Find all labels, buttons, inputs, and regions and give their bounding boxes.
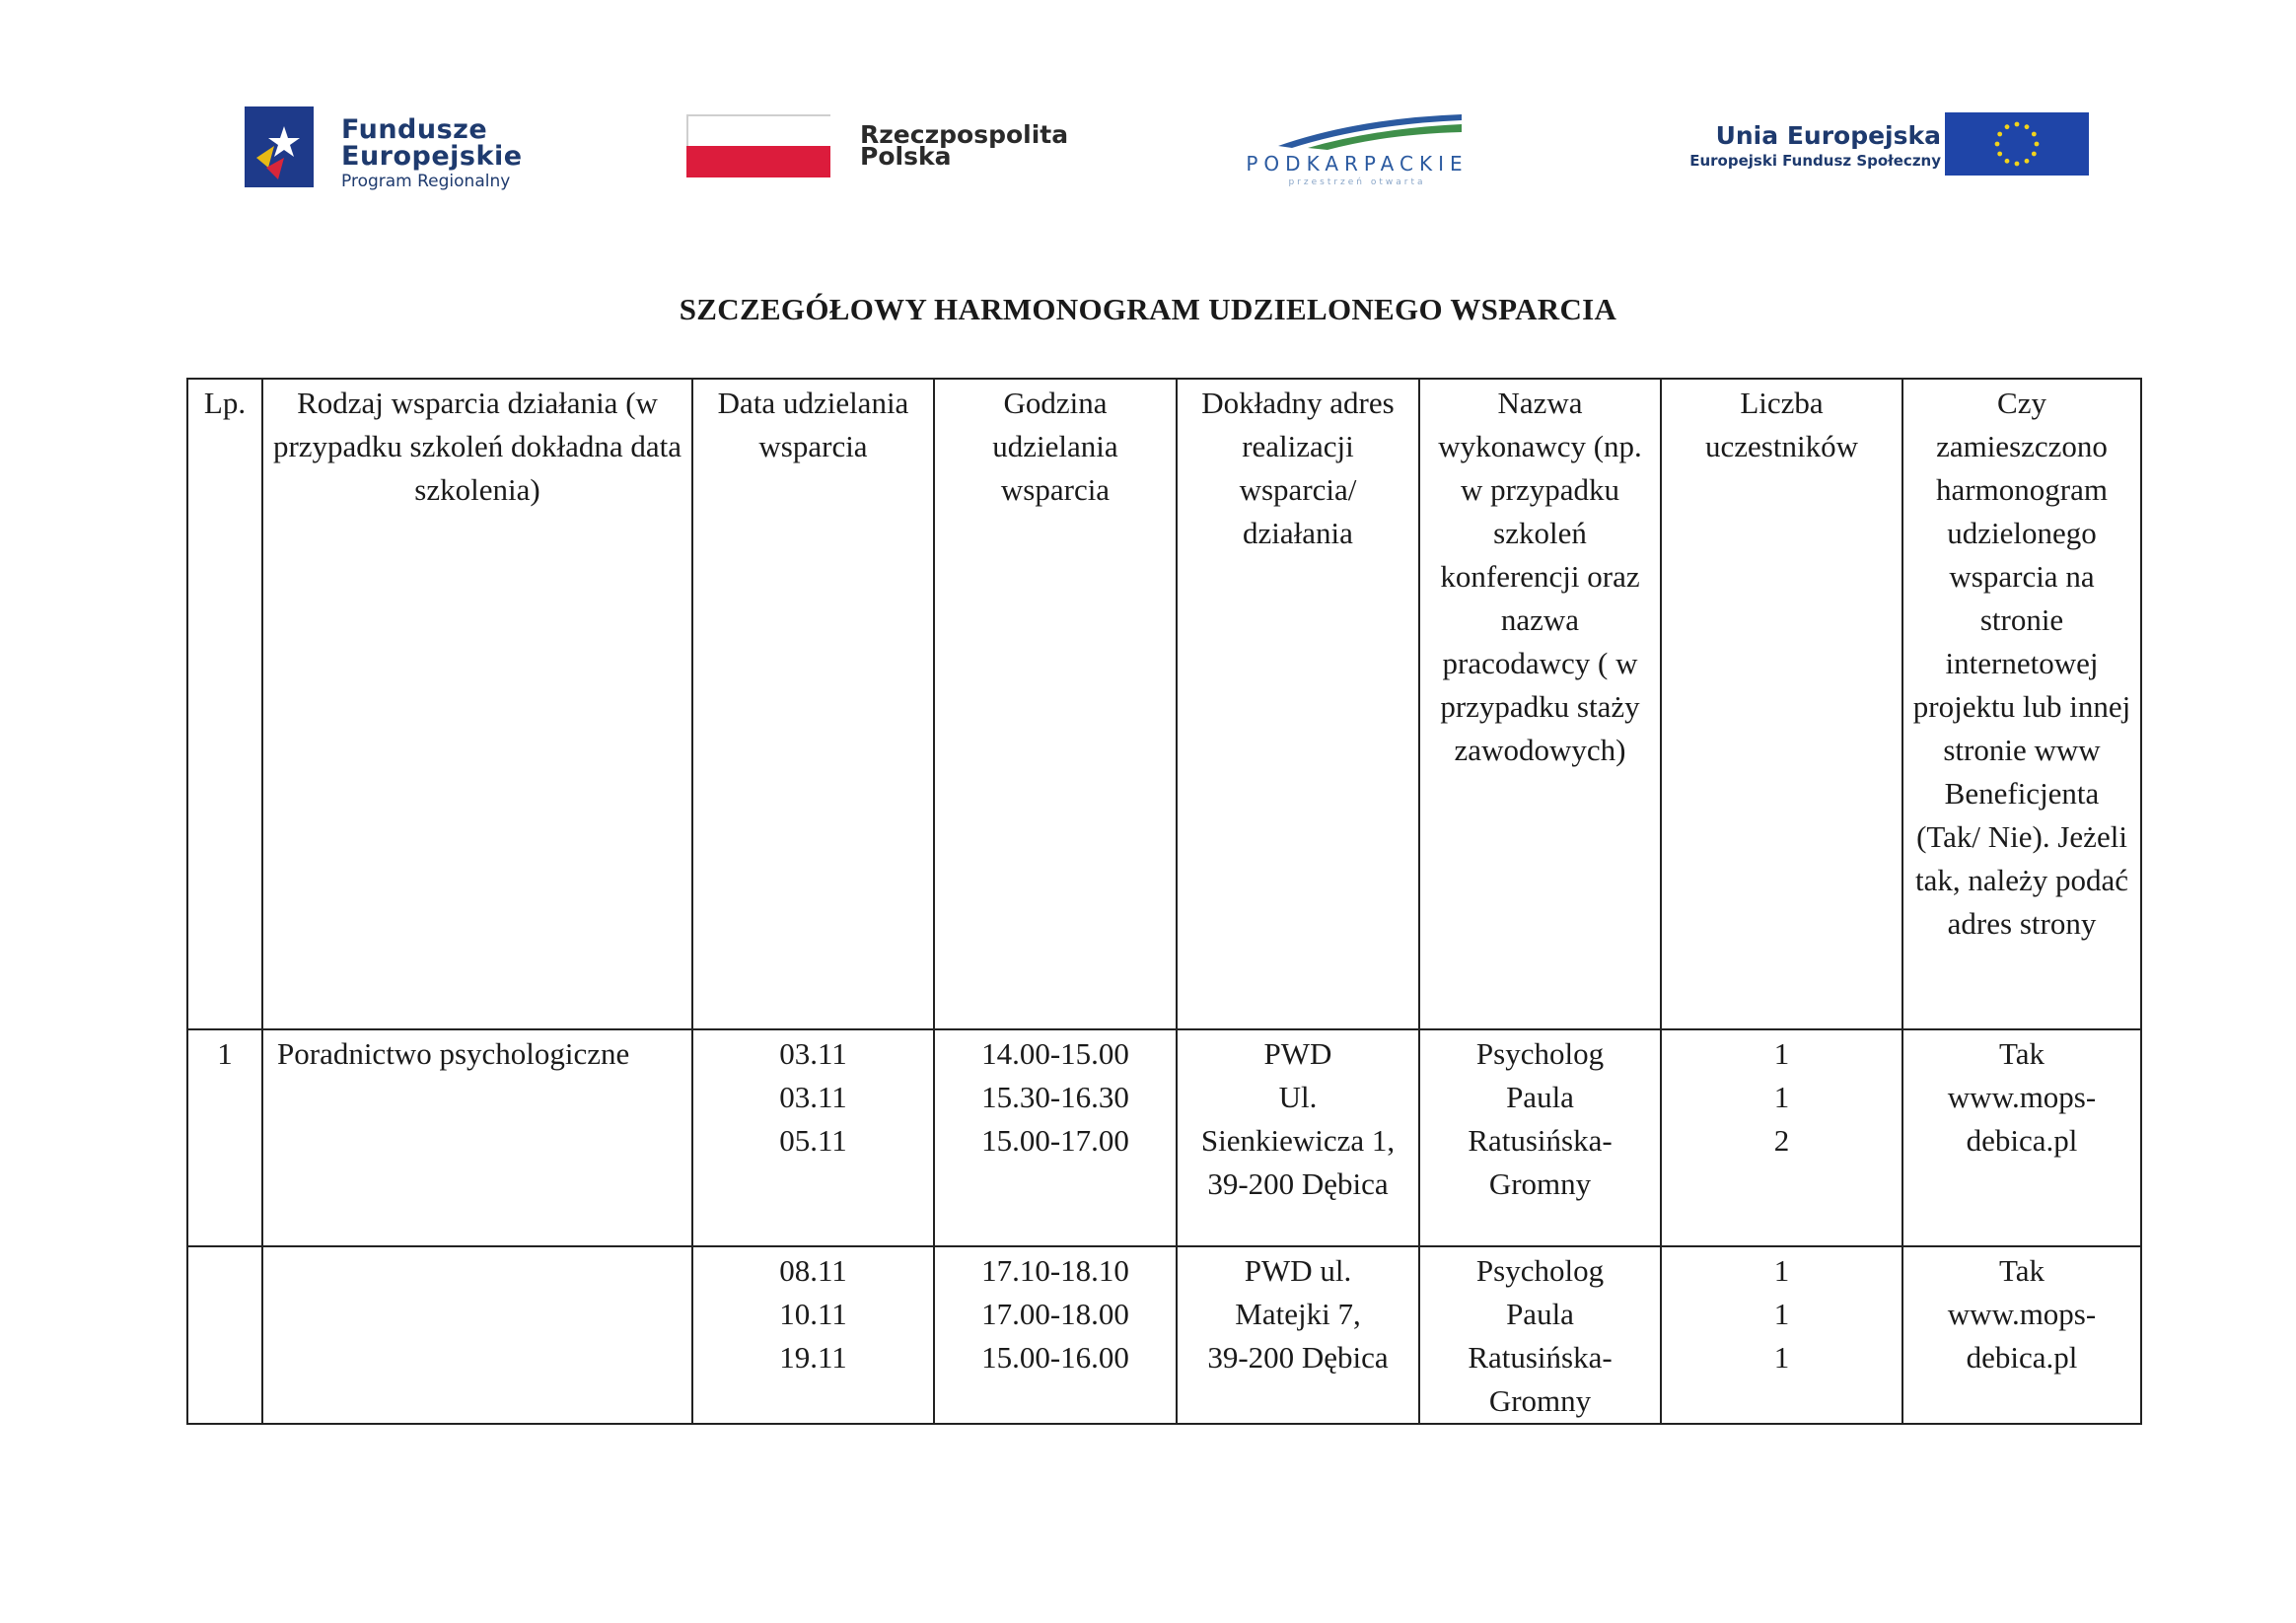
cell-strona (1902, 1029, 2141, 1246)
header-rodzaj-wsparcia: Rodzaj wsparcia działania (w przypadku szkoleń dokładna data szkolenia) (262, 379, 692, 1029)
website-line: debica.pl (1966, 1340, 2078, 1375)
ue-line-2: Europejski Fundusz Społeczny (1689, 152, 1941, 170)
eu-star-icon (1997, 132, 2002, 137)
time-value: 15.00-16.00 (981, 1340, 1129, 1375)
unia-europejska-logo (1606, 112, 2089, 181)
contractor-line: Psycholog (1475, 1253, 1605, 1288)
header-liczba-uczestnikow: Liczba uczestników (1661, 379, 1902, 1029)
fe-line-2: Europejskie (341, 141, 523, 172)
cell-daty (692, 1246, 934, 1424)
table-row (187, 1246, 2141, 1424)
participants-value: 1 (1773, 1340, 1790, 1375)
eu-star-icon (2025, 124, 2030, 129)
date-value: 10.11 (779, 1297, 847, 1331)
cell-liczba (1661, 1246, 1902, 1424)
website-line: Tak (1998, 1036, 2045, 1071)
cell-lp: 1 (187, 1029, 262, 1246)
date-value: 03.11 (779, 1080, 847, 1114)
participants-value: 1 (1773, 1036, 1790, 1071)
podkarpackie-subtitle: przestrzeń otwarta (1288, 177, 1426, 187)
contractor-line: Gromny (1488, 1166, 1592, 1201)
cell-adres (1177, 1246, 1419, 1424)
contractor-line: Gromny (1488, 1383, 1592, 1418)
podkarpackie-logo (1229, 110, 1485, 189)
eu-star-icon (1997, 152, 2002, 157)
time-value: 17.00-18.00 (981, 1297, 1129, 1331)
fe-line-1: Fundusze (341, 114, 488, 145)
rzeczpospolita-polska-logo (686, 114, 1101, 183)
participants-value: 2 (1773, 1123, 1790, 1158)
cell-daty (692, 1029, 934, 1246)
cell-wykonawca (1419, 1029, 1661, 1246)
fundusze-europejskie-logo (245, 106, 570, 189)
cell-godziny (934, 1246, 1177, 1424)
header-godzina-udzielania: Godzina udzielania wsparcia (934, 379, 1177, 1029)
eu-star-icon (2035, 142, 2040, 147)
address-line: Matejki 7, (1235, 1297, 1361, 1331)
cell-liczba (1661, 1029, 1902, 1246)
address-line: 39-200 Dębica (1207, 1166, 1389, 1201)
table-row (187, 1029, 2141, 1246)
eu-star-icon (1995, 142, 2000, 147)
cell-wykonawca (1419, 1246, 1661, 1424)
date-value: 05.11 (779, 1123, 847, 1158)
header-lp: Lp. (187, 379, 262, 1029)
address-line: PWD ul. (1244, 1253, 1352, 1288)
date-value: 08.11 (779, 1253, 847, 1288)
polish-flag-icon (686, 114, 830, 177)
fundusze-europejskie-emblem-icon (245, 106, 314, 187)
header-nazwa-wykonawcy: Nazwa wykonawcy (np. w przypadku szkoleń konferencji oraz nazwa pracodawcy ( w przypadku staży zawodowych) (1419, 379, 1661, 1029)
address-line: Sienkiewicza 1, (1200, 1123, 1396, 1158)
date-value: 03.11 (779, 1036, 847, 1071)
header-harmonogram-strona: Czy zamieszczono harmonogram udzielonego wsparcia na stronie internetowej projektu lub innej stronie www Beneficjenta (Tak/ Nie). Jeżeli tak, należy podać adres strony (1902, 379, 2141, 1029)
address-line: PWD (1263, 1036, 1332, 1071)
cell-godziny (934, 1029, 1177, 1246)
document-title: SZCZEGÓŁOWY HARMONOGRAM UDZIELONEGO WSPARCIA (679, 292, 1617, 326)
eu-star-icon (2005, 124, 2010, 129)
participants-value: 1 (1773, 1297, 1790, 1331)
eu-star-icon (2015, 122, 2020, 127)
header-row (187, 379, 2141, 1029)
time-value: 14.00-15.00 (981, 1036, 1129, 1071)
cell-rodzaj (262, 1246, 692, 1424)
contractor-line: Ratusińska- (1468, 1340, 1613, 1375)
cell-rodzaj: Poradnictwo psychologiczne (262, 1029, 692, 1246)
schedule-table (186, 378, 2142, 1425)
time-value: 15.00-17.00 (981, 1123, 1129, 1158)
eu-star-icon (2025, 159, 2030, 164)
header-adres-realizacji: Dokładny adres realizacji wsparcia/ działania (1177, 379, 1419, 1029)
eu-star-icon (2015, 162, 2020, 167)
eu-star-icon (2032, 132, 2037, 137)
eu-star-icon (2032, 152, 2037, 157)
header-data-udzielania: Data udzielania wsparcia (692, 379, 934, 1029)
eu-star-icon (2005, 159, 2010, 164)
podkarpackie-swoosh-icon (1268, 110, 1466, 150)
participants-value: 1 (1773, 1080, 1790, 1114)
rp-line-1: Rzeczpospolita (860, 120, 1069, 149)
contractor-line: Paula (1506, 1080, 1574, 1114)
cell-adres (1177, 1029, 1419, 1246)
cell-lp (187, 1246, 262, 1424)
time-value: 17.10-18.10 (981, 1253, 1129, 1288)
date-value: 19.11 (779, 1340, 847, 1375)
contractor-line: Psycholog (1475, 1036, 1605, 1071)
podkarpackie-name: PODKARPACKIE (1246, 152, 1469, 176)
contractor-line: Paula (1506, 1297, 1574, 1331)
website-line: www.mops- (1947, 1297, 2097, 1331)
fe-line-3: Program Regionalny (341, 172, 511, 191)
rp-line-2: Polska (860, 142, 952, 171)
address-line: 39-200 Dębica (1207, 1340, 1389, 1375)
ue-line-1: Unia Europejska (1715, 121, 1941, 150)
participants-value: 1 (1773, 1253, 1790, 1288)
website-line: debica.pl (1966, 1123, 2078, 1158)
time-value: 15.30-16.30 (981, 1080, 1129, 1114)
website-line: www.mops- (1947, 1080, 2097, 1114)
eu-flag-icon (1945, 112, 2089, 176)
website-line: Tak (1998, 1253, 2045, 1288)
contractor-line: Ratusińska- (1468, 1123, 1613, 1158)
cell-strona (1902, 1246, 2141, 1424)
address-line: Ul. (1278, 1080, 1318, 1114)
